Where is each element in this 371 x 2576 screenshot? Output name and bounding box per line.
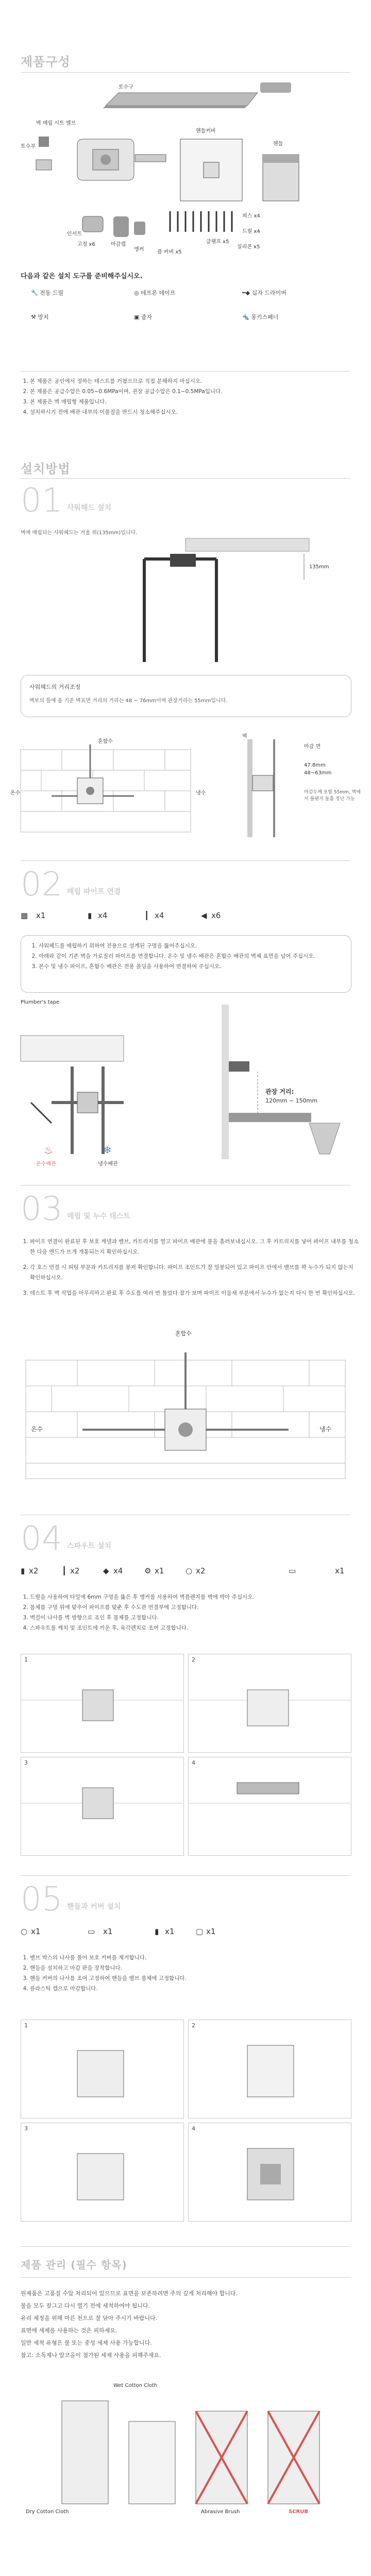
label-fix: 고정 x6 [77,242,95,247]
cover-icon: ▢ [196,1927,204,1936]
section-title: 설치방법 [21,462,71,476]
label-mix: 혼합수 [175,1330,192,1337]
dim-note: 마감두께 포함 55mm, 벽에서 플랜지 돌출 정난 가능 [304,790,361,802]
wrench-icon: 🔩 [242,314,249,320]
note: 2. 몸체를 구멍 위에 맞추어 파이프를 맞춘 후 수도관 연결부에 고정합니다. [30,1602,360,1613]
cleaning-diagram [0,2391,371,2524]
note: 4. 설치하시기 전에 배관 내부의 이물질을 반드시 청소해주십시오. [30,407,360,417]
panel-number: 1 [24,2022,28,2029]
leak-test-diagram [0,1340,371,1484]
notes-list [21,1236,360,1298]
label-cold: 냉수 [319,1426,332,1433]
tools-header: 다음과 같은 설치 도구를 준비해주십시오. [21,273,143,280]
qty: x1 [165,1927,175,1936]
note: 1. 샤워헤드를 매립하기 위하여 전용으로 설계된 구멍을 뚫어주십시오. [39,941,348,951]
note: 2. 각 호스 연결 시 피팅 부분과 카트리지를 봉져 확인합니다. 파이프 조인트가 잘 밀봉되어 있고 파이프 안에서 밸브를 꽉 누수가 되지 않는지 확인하십시오. [30,1262,360,1283]
tool-screwdriver [242,289,286,297]
qty: x1 [155,1566,164,1575]
qty: x2 [196,1566,206,1575]
anchor-icon: ▮ [21,1566,25,1575]
divider [21,2246,350,2247]
qty: x4 [98,911,108,920]
note: 1. 파이프 연결이 완료된 후 보호 캐넬과 밸브, 카트리지를 열고 파이프 배관에 물을 흘려보내십시오. 그 후 카트리지를 넣어 파이프 내부를 청소한 다음 엔드가 뜨개 개통되는지 확인하십시오. [30,1236,360,1257]
hot-pipe-label: 온수배관 [36,1161,56,1167]
distance-title: 관장 거리: [265,1088,294,1095]
step-number: 02 [21,866,63,904]
tape-icon: ◎ [134,290,139,296]
tool-label: 십자 드라이버 [251,290,286,296]
note: 1. 드릴을 사용하여 타일에 6mm 구멍을 뚫은 후 앵커를 사용하여 벽플랜지를 벽에 박아 주십시오. [30,1592,360,1602]
clamp-icon: ◀ [201,911,207,920]
note: 3. 본수 및 냉수 파이프, 혼합수 배관은 전용 몰딩을 사용하여 연결하여 주십시오. [39,961,348,972]
tool-measure [134,313,152,321]
qty: x4 [113,1566,123,1575]
label-hot: 온수 [10,790,21,796]
qty: x1 [31,1927,41,1936]
panel-number: 3 [24,1759,28,1766]
label-mix: 혼합수 [98,739,113,744]
label-screw: 피스 x4 [242,213,260,219]
panel-number: 4 [192,2125,195,2132]
panel-number: 3 [24,2125,28,2132]
care-line: 표면에 세제를 사용하는 것은 피하세요. [21,2327,117,2334]
scrub-label: SCRUB [289,2509,308,2515]
note: 4. 플라스틱 캡으로 마감합니다. [30,1984,360,1994]
label-hot: 온수 [31,1426,43,1433]
label-anchors: 앵커 [134,247,144,252]
step-number: 03 [21,1190,63,1228]
note: 2. 핸들을 설치하고 마감 판을 장착합니다. [30,1963,360,1973]
label-handle: 핸들 [273,141,283,147]
wet-cloth-label: Wet Cotton Cloth [113,2383,158,2388]
step-title: 스파우트 설치 [67,1542,112,1550]
dry-cloth-label: Dry Cotton Cloth [26,2509,69,2515]
divider [21,1875,350,1876]
note: 4. 스파우트를 캐치 및 조인트에 끼운 후, 육각렌치로 조여 고정합니다. [30,1623,360,1633]
cap-icon: ○ [21,1927,28,1936]
care-list [21,2287,350,2362]
distance-value: 120mm ~ 150mm [265,1097,318,1104]
section-title: 제품 관리 (필수 항목) [21,2259,127,2271]
label-valve-body: 벽 매립 시트 밸브 [36,121,76,126]
step-number: 04 [21,1520,63,1558]
divider [21,2277,350,2278]
divider [21,478,350,479]
label-finish: 마감 면 [304,744,321,750]
step-title: 사워헤드 설치 [67,504,112,512]
panel-number: 2 [192,2022,195,2029]
qty: x2 [29,1566,39,1575]
parts-qty-row [21,911,350,926]
tool-label: 줄자 [141,314,153,320]
step-title: 매립 및 누수 테스트 [67,1212,130,1221]
tool-label: 테프론 테이프 [141,290,176,296]
label-stop: 마감캡 [111,242,126,247]
parts-qty-row [21,1927,350,1942]
step-number: 05 [21,1880,63,1919]
notes-block [0,371,371,443]
step4-panels-art [0,1654,371,1860]
screw-icon: ┃ [144,911,149,920]
panel-number: 4 [192,1759,195,1766]
washer-icon: ○ [185,1566,193,1575]
label-cover-plate: 핸들커버 [196,128,216,134]
note: 3. 본 제품은 벽 매립형 제품입니다. [30,397,360,407]
brush-label: Abrasive Brush [201,2509,240,2515]
qty: x6 [211,911,221,920]
section-install [0,453,371,2576]
tool-label: 망치 [38,314,49,320]
notes-list [21,1592,360,1633]
care-line: 원제품은 고품질 수압 처리되어 있으므로 표면을 보존하려면 주의 깊게 처리해야 합니다. [21,2290,238,2297]
flame-icon: ♨ [44,1144,53,1156]
note: 1. 벨브 박스의 나사를 풀어 보호 커버를 제거합니다. [30,1953,360,1963]
qty: x1 [335,1566,345,1575]
label-bolts: 인서트 [67,231,82,237]
hammer-icon: ⚒ [31,314,36,320]
dimension-label: 135mm [309,564,329,570]
handle-icon: ▭ [88,1927,95,1936]
dim-b: 48~63mm [304,770,332,776]
label-valve-knob: 토수부 [21,144,36,149]
label-faucet-head: 토수구 [119,84,133,90]
section-title: 제품구성 [21,55,71,69]
spout-icon: ▭ [289,1566,296,1575]
panel-number: 2 [192,1656,195,1663]
note: 2. 본 제품은 공급수압은 0.05~0.6MPa이며, 권장 공급수압은 0.1~0.5MPa입니다. [30,386,360,397]
pipe-connection-diagram [0,999,371,1170]
notes-list [21,1953,360,1994]
care-line: 일반 세척 유형은 물 또는 중성 세제 사용 가능합니다. [21,2340,152,2346]
valve-icon: ▦ [21,911,28,920]
tool-label: 전동 드릴 [40,290,64,296]
qty: x1 [36,911,46,920]
tools-grid [21,284,350,331]
note: 1. 본 제품은 공인에서 정하는 테스트를 거쳤으므로 직접 분해하지 마십시오. [30,376,360,386]
note: 3. 벽걸이 나사를 벽 방향으로 조인 후 몸체를 고정합니다. [30,1613,360,1623]
qty: x1 [103,1927,113,1936]
divider [21,72,350,73]
snowflake-icon: ❄ [103,1144,112,1156]
wrench-icon: ⚙ [144,1566,151,1575]
panel-number: 1 [24,1656,28,1663]
screw-icon: ┃ [62,1566,67,1575]
drill-icon: 🔧 [31,290,38,296]
cold-pipe-label: 냉수배관 [98,1161,118,1167]
step-title: 매립 파이프 연결 [67,888,121,896]
tool-tape [134,289,175,297]
notes-list [21,376,360,417]
tape-measure-icon: ▣ [134,314,140,320]
anchor-icon: ▮ [88,911,92,920]
knob-icon: ▮ [155,1927,159,1936]
plumber-tape-label: Plumber's tape [21,999,60,1005]
section-components [0,0,371,361]
shower-height-diagram [0,538,371,672]
care-line: 참고: 소독제나 알코올이 첨가된 세제 사용을 피해주세요. [21,2352,161,2359]
care-line: 물을 모두 잠그고 다시 열기 전에 세척하여야 됩니다. [21,2302,150,2309]
label-cold: 냉수 [196,790,206,796]
qty: x2 [70,1566,80,1575]
step-title: 핸들과 커버 설치 [67,1903,121,1911]
step-number: 01 [21,482,63,520]
label-clamps: 클램프 x5 [206,239,229,245]
distance-note-box [21,675,351,717]
tool-drill [31,289,63,297]
box-text: 벽보의 틀에 올 기준 벽표면 거리의 거리는 48 ~ 76mm이며 관장거리는 55mm입니다. [29,698,228,704]
care-line: 유리 세정을 위해 마른 천으로 잘 닦아 주시기 바랍니다. [21,2315,158,2321]
bolt-icon: ◆ [103,1566,109,1575]
box-title: 사워헤드의 거리조정 [29,684,81,690]
screwdriver-icon: ━◆ [242,290,250,296]
label-sealant: 실리콘 x5 [237,244,260,250]
divider [21,860,350,861]
tool-wrench [242,313,278,321]
notes-list [29,941,348,972]
parts-qty-row [21,1566,350,1582]
tool-hammer [31,313,49,321]
step5-panels-art [0,2020,371,2226]
qty: x4 [155,911,164,920]
tool-label: 몽키스패너 [251,314,279,320]
label-wall: 벽 [242,734,247,739]
step2-notes-box [21,935,351,993]
dim-a: 47.8mm [304,762,326,768]
note: 3. 테스트 후 벽 작업을 마무리하고 완료 후 수도를 여러 번 틀었다 잠가 보며 파이프 이음새 부분에서 누수가 없는지 다시 한 번 확인하십시오. [30,1288,360,1298]
label-dowel: 드릴 x4 [242,229,260,234]
note: 3. 핸들 커버의 나사를 조여 고정하여 핸들을 밸브 몸체에 고정합니다. [30,1973,360,1984]
note: 2. 아래와 같이 기존 벽을 가로질러 파이프를 연결합니다. 온수 및 냉수 배관은 혼합수 배관의 벽체 표면을 넘어 주십시오. [39,951,348,961]
qty: x1 [206,1927,216,1936]
step-desc: 벽에 매립되는 사워헤드는 거울 위(135mm)입니다. [21,530,138,536]
label-spec1: 플 커버 x5 [157,249,182,255]
